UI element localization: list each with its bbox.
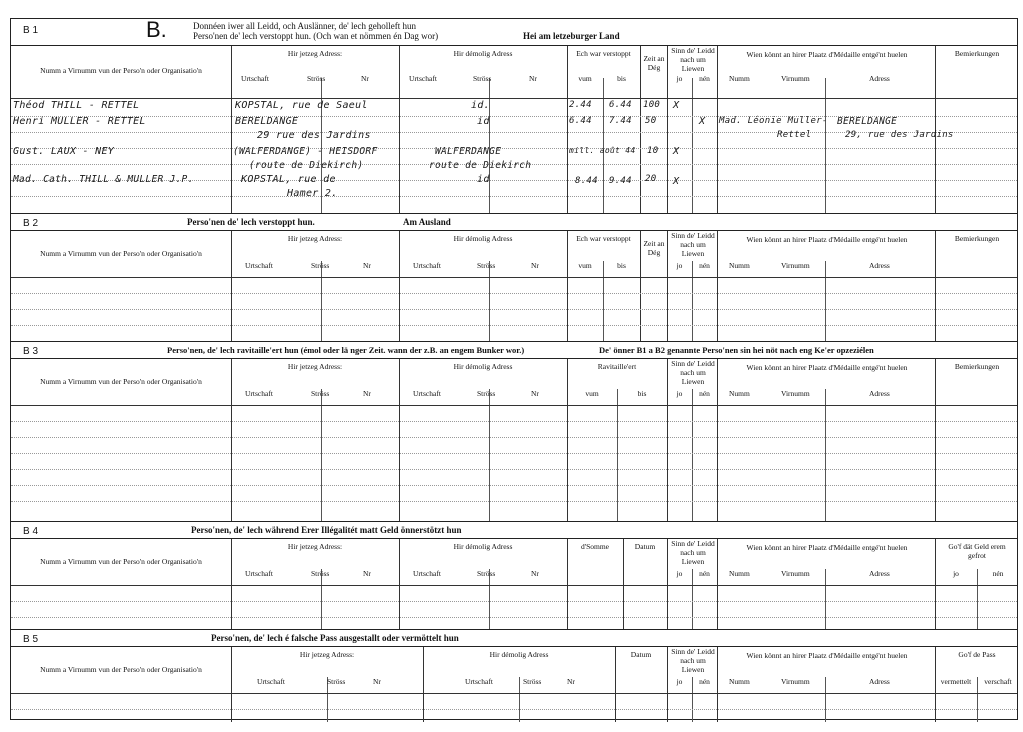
col-supplied-header: Ravitaille'ert xyxy=(597,362,637,371)
entry-medal-name-line2: Rettel xyxy=(777,130,812,140)
col-yes-header: jo xyxy=(953,569,959,578)
col-yes-header: jo xyxy=(676,677,683,686)
entry-former-address: id. xyxy=(471,100,490,111)
col-former-address-header: Hir démolig Adress xyxy=(453,542,513,551)
col-current-address-header: Hir jetzeg Adress: xyxy=(287,542,343,551)
form-letter: B. xyxy=(146,17,167,42)
col-town-header: Urtschaft xyxy=(245,389,273,398)
section-title-location: Am Ausland xyxy=(403,217,451,227)
col-medal-name-header: Numm xyxy=(729,261,750,270)
col-mediated-header: vermettelt xyxy=(940,677,972,686)
col-medal-header: Wien könnt an hirer Plaatz d'Médaille entgé'nt huelen xyxy=(746,363,908,372)
col-town-header: Urtschaft xyxy=(413,389,441,398)
col-town-header: Urtschaft xyxy=(465,677,493,686)
entry-current-address-line2: Hamer 2. xyxy=(287,188,338,199)
entry-from: 2.44 xyxy=(569,100,592,110)
section-code: B 5 xyxy=(23,634,39,645)
col-nr-header: Nr xyxy=(567,677,575,686)
col-to-header: bis xyxy=(617,74,626,83)
col-passport-header: Go'f de Pass xyxy=(958,650,996,659)
col-yes-header: jo xyxy=(676,389,683,398)
col-medal-first-header: Virnumm xyxy=(781,569,810,578)
entry-name: Théod THILL - RETTEL xyxy=(13,100,140,111)
section-title: Perso'nen de' lech verstoppt hun. xyxy=(187,217,315,227)
col-alive-header: Sinn de' Leidd nach um Liewen xyxy=(671,231,715,258)
col-remarks-header: Bemierkungen xyxy=(954,234,1000,243)
col-no-header: nén xyxy=(699,389,710,398)
entry-alive-yes: X xyxy=(673,100,680,111)
entry-current-address: KOPSTAL, rue de xyxy=(241,174,336,185)
col-remarks-header: Bemierkungen xyxy=(954,49,1000,58)
section-note: De' önner B1 a B2 genannte Perso'nen sin hei nöt nach eng Ke'er opzeziélen xyxy=(599,345,874,355)
entry-days: 20 xyxy=(645,174,657,184)
col-town-header: Urtschaft xyxy=(409,74,437,83)
col-medal-first-header: Virnumm xyxy=(781,261,810,270)
table-b1 xyxy=(11,45,1017,213)
col-medal-name-header: Numm xyxy=(729,74,750,83)
section-title: Donnéen iwer all Leidd, och Auslänner, de' lech geholleft hun xyxy=(193,21,416,31)
col-yes-header: jo xyxy=(676,261,683,270)
col-town-header: Urtschaft xyxy=(245,261,273,270)
col-current-address-header: Hir jetzeg Adress: xyxy=(287,49,343,58)
col-street-header: Ströss xyxy=(473,74,492,83)
col-former-address-header: Hir démolig Adress xyxy=(453,362,513,371)
entry-former-address: id xyxy=(477,116,490,127)
col-medal-address-header: Adress xyxy=(869,677,890,686)
col-nr-header: Nr xyxy=(373,677,381,686)
col-medal-name-header: Numm xyxy=(729,389,750,398)
entry-from: 8.44 xyxy=(575,176,598,186)
entry-from: mill. août 44 xyxy=(569,146,636,155)
col-nr-header: Nr xyxy=(531,569,539,578)
section-b1 xyxy=(11,19,1017,213)
entry-current-address-line2: (route de Diekirch) xyxy=(249,160,364,171)
entry-current-address: BERELDANGE xyxy=(235,116,299,127)
col-town-header: Urtschaft xyxy=(413,261,441,270)
entry-current-address-line2: 29 rue des Jardins xyxy=(257,130,371,141)
col-medal-first-header: Virnumm xyxy=(781,74,810,83)
col-from-header: vum xyxy=(585,389,599,398)
section-subtitle-location: Hei am letzeburger Land xyxy=(523,31,620,41)
col-street-header: Ströss xyxy=(523,677,542,686)
col-days-header: Zeit an Dég xyxy=(643,54,665,72)
table-b2 xyxy=(11,230,1017,342)
col-period-header: Ech war verstoppt xyxy=(576,49,631,58)
col-current-address-header: Hir jetzeg Adress: xyxy=(299,650,355,659)
col-alive-header: Sinn de' Leidd nach um Liewen xyxy=(671,539,715,566)
col-medal-header: Wien könnt an hirer Plaatz d'Médaille entgé'nt huelen xyxy=(746,235,908,244)
entry-medal-address: BERELDANGE xyxy=(837,116,898,127)
entry-current-address: (WALFERDANGE) - HEISDORF xyxy=(233,146,378,157)
entry-current-address: KOPSTAL, rue de Saeul xyxy=(235,100,368,111)
col-street-header: Ströss xyxy=(477,569,496,578)
section-b4 xyxy=(11,521,1017,629)
col-nr-header: Nr xyxy=(363,389,371,398)
table-b5 xyxy=(11,646,1017,722)
col-medal-address-header: Adress xyxy=(869,261,890,270)
section-code: B 4 xyxy=(23,526,39,537)
col-from-header: vum xyxy=(578,74,592,83)
col-town-header: Urtschaft xyxy=(241,74,269,83)
col-medal-address-header: Adress xyxy=(869,389,890,398)
col-street-header: Ströss xyxy=(477,261,496,270)
col-nr-header: Nr xyxy=(529,74,537,83)
col-street-header: Ströss xyxy=(477,389,496,398)
entry-name: Gust. LAUX - NEY xyxy=(13,146,115,157)
section-subtitle: Perso'nen de' lech verstoppt hun. (Och wan et nömmen én Dag wor) xyxy=(193,31,439,41)
section-b2 xyxy=(11,213,1017,341)
col-alive-header: Sinn de' Leidd nach um Liewen xyxy=(671,647,715,674)
col-nr-header: Nr xyxy=(361,74,369,83)
col-money-returned-header: Go'f dät Geld erem gefrot xyxy=(948,542,1006,560)
entry-from: 6.44 xyxy=(569,116,592,126)
col-town-header: Urtschaft xyxy=(413,569,441,578)
col-former-address-header: Hir démolig Adress xyxy=(489,650,549,659)
col-current-address-header: Hir jetzeg Adress: xyxy=(287,362,343,371)
table-b4 xyxy=(11,538,1017,630)
section-b5 xyxy=(11,629,1017,721)
entry-name: Mad. Cath. THILL & MULLER J.P. xyxy=(13,174,194,185)
col-no-header: nén xyxy=(699,677,710,686)
entry-alive-no: X xyxy=(699,116,706,127)
col-nr-header: Nr xyxy=(531,261,539,270)
entry-days: 50 xyxy=(645,116,657,126)
entry-former-address: WALFERDANGE xyxy=(435,146,502,157)
form-sheet xyxy=(10,18,1018,720)
section-b3 xyxy=(11,341,1017,521)
col-sum-header: d'Somme xyxy=(580,542,610,551)
col-medal-header: Wien könnt an hirer Plaatz d'Médaille entgé'nt huelen xyxy=(746,50,908,59)
col-yes-header: jo xyxy=(676,569,683,578)
col-yes-header: jo xyxy=(676,74,683,83)
entry-days: 100 xyxy=(643,100,661,110)
col-to-header: bis xyxy=(617,261,626,270)
col-days-header: Zeit an Dég xyxy=(643,239,665,257)
col-street-header: Ströss xyxy=(327,677,346,686)
col-medal-header: Wien könnt an hirer Plaatz d'Médaille entgé'nt huelen xyxy=(746,651,908,660)
col-nr-header: Nr xyxy=(531,389,539,398)
col-medal-name-header: Numm xyxy=(729,569,750,578)
col-from-header: vum xyxy=(578,261,592,270)
col-nr-header: Nr xyxy=(363,569,371,578)
col-to-header: bis xyxy=(637,389,647,398)
entry-former-address: id xyxy=(477,174,490,185)
entry-medal-address-line2: 29, rue des Jardins xyxy=(845,130,954,140)
section-code: B 3 xyxy=(23,346,39,357)
col-street-header: Ströss xyxy=(311,389,330,398)
col-medal-address-header: Adress xyxy=(869,74,890,83)
col-former-address-header: Hir démolig Adress xyxy=(453,234,513,243)
col-date-header: Datum xyxy=(630,650,652,659)
entry-to: 9.44 xyxy=(609,176,632,186)
col-medal-header: Wien könnt an hirer Plaatz d'Médaille entgé'nt huelen xyxy=(746,543,908,552)
col-date-header: Datum xyxy=(634,542,656,551)
col-street-header: Ströss xyxy=(311,261,330,270)
col-medal-name-header: Numm xyxy=(729,677,750,686)
entry-to: 7.44 xyxy=(609,116,632,126)
entry-name: Henri MULLER - RETTEL xyxy=(13,116,146,127)
col-name-header: Numm a Virnumm vun der Perso'n oder Organisatio'n xyxy=(40,557,202,566)
col-no-header: nén xyxy=(992,569,1004,578)
col-alive-header: Sinn de' Leidd nach um Liewen xyxy=(671,46,715,73)
col-town-header: Urtschaft xyxy=(257,677,285,686)
col-alive-header: Sinn de' Leidd nach um Liewen xyxy=(671,359,715,386)
entry-former-address-line2: route de Diekirch xyxy=(429,160,532,171)
entry-alive-yes: X xyxy=(673,176,680,187)
col-name-header: Numm a Virnumm vun der Perso'n oder Organisatio'n xyxy=(40,665,202,674)
section-title: Perso'nen, de' lech während Erer Illégalitét matt Geld önnerstötzt hun xyxy=(191,525,462,535)
col-medal-first-header: Virnumm xyxy=(781,389,810,398)
col-street-header: Ströss xyxy=(311,569,330,578)
col-remarks-header: Bemierkungen xyxy=(954,362,1000,371)
section-title: Perso'nen, de' lech ravitaille'ert hun (émol oder lä nger Zeit. wann der z.B. an engem Bunker wor.) xyxy=(167,345,525,355)
col-street-header: Ströss xyxy=(307,74,326,83)
section-code: B 2 xyxy=(23,218,39,229)
col-no-header: nén xyxy=(699,74,710,83)
col-nr-header: Nr xyxy=(363,261,371,270)
entry-medal-name: Mad. Léonie Muller- xyxy=(719,116,828,126)
col-former-address-header: Hir démolig Adress xyxy=(453,49,513,58)
col-town-header: Urtschaft xyxy=(245,569,273,578)
section-code: B 1 xyxy=(23,25,39,36)
entry-days: 10 xyxy=(647,146,659,156)
col-medal-first-header: Virnumm xyxy=(781,677,810,686)
entry-to: 6.44 xyxy=(609,100,632,110)
col-period-header: Ech war verstoppt xyxy=(576,234,631,243)
col-procured-header: verschaft xyxy=(984,677,1012,686)
col-no-header: nén xyxy=(699,261,710,270)
col-medal-address-header: Adress xyxy=(869,569,890,578)
col-name-header: Numm a Virnumm vun der Perso'n oder Organisatio'n xyxy=(40,66,202,75)
col-current-address-header: Hir jetzeg Adress: xyxy=(287,234,343,243)
section-title: Perso'nen, de' lech é falsche Pass ausgestallt oder vermöttelt hun xyxy=(211,633,459,643)
col-name-header: Numm a Virnumm vun der Perso'n oder Organisatio'n xyxy=(40,377,202,386)
table-b3 xyxy=(11,358,1017,522)
col-name-header: Numm a Virnumm vun der Perso'n oder Organisatio'n xyxy=(40,249,202,258)
entry-alive-yes: X xyxy=(673,146,680,157)
col-no-header: nén xyxy=(699,569,710,578)
